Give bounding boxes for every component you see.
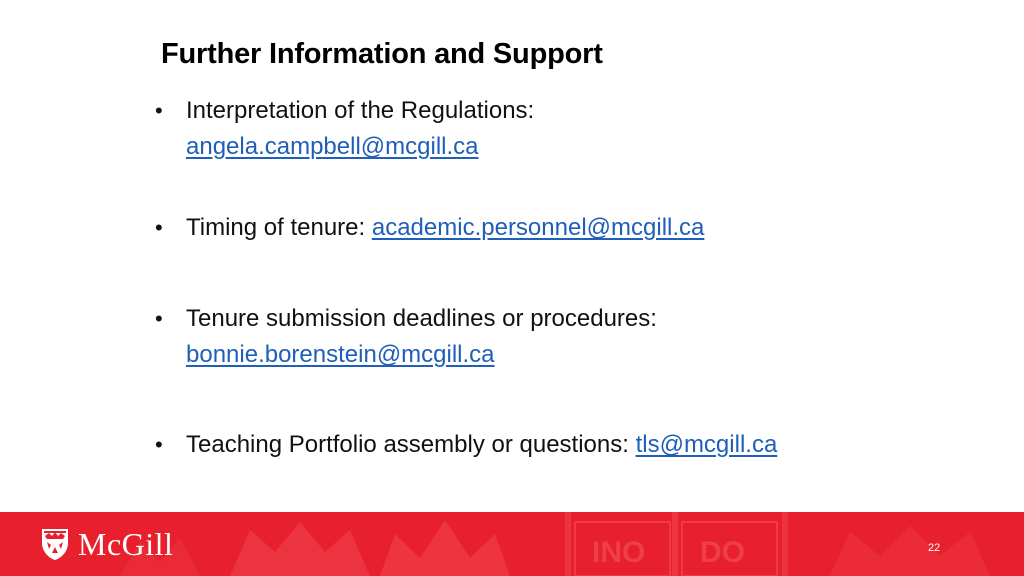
footer-band — [0, 512, 1024, 576]
shield-crest-icon — [40, 527, 70, 561]
bullet-text: Teaching Portfolio assembly or questions: — [186, 431, 636, 458]
bullet-dot-icon: • — [155, 306, 163, 331]
bullet-item — [155, 210, 915, 246]
bullet-text: Timing of tenure: — [186, 214, 372, 241]
bullet-dot-icon: • — [155, 432, 163, 457]
bullet-dot-icon: • — [155, 215, 163, 240]
background-text: DO — [700, 536, 745, 569]
slide-title: Further Information and Support — [161, 38, 603, 70]
bullet-item — [155, 427, 915, 463]
bullet-dot-icon: • — [155, 98, 163, 123]
bullet-item — [155, 93, 915, 165]
mcgill-wordmark: McGill — [78, 526, 174, 562]
page-number: 22 — [928, 542, 941, 554]
bullet-item — [155, 301, 915, 373]
email-link-academic-personnel[interactable]: academic.personnel@mcgill.ca — [371, 214, 705, 241]
bullet-text: Tenure submission deadlines or procedures: — [186, 305, 657, 332]
background-text: INO — [592, 536, 646, 569]
email-link-bonnie-borenstein[interactable]: bonnie.borenstein@mcgill.ca — [186, 341, 495, 368]
email-link-tls[interactable]: tls@mcgill.ca — [635, 431, 778, 458]
mcgill-logo — [40, 526, 173, 562]
bullet-text: Interpretation of the Regulations: — [186, 97, 535, 124]
email-link-angela-campbell[interactable]: angela.campbell@mcgill.ca — [186, 133, 479, 160]
